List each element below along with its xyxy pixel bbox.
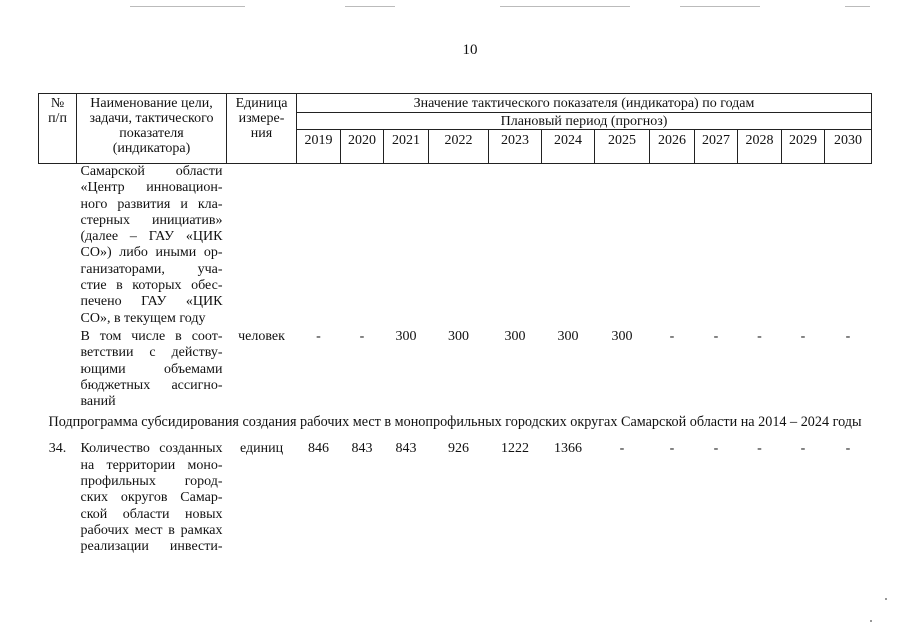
value-cell: - <box>669 441 675 457</box>
value-cell: 300 <box>448 328 469 344</box>
table-row-continuation <box>39 164 872 327</box>
col-header-values-title: Значение тактического показателя (индикатора) по годам <box>297 94 872 113</box>
year-header: 2025 <box>595 130 650 164</box>
indicator-name: В том числе в соот- ветствии с действу- ющими объемами бюджетных ассигно- ваний <box>80 328 223 410</box>
value-cell: 846 <box>308 441 329 457</box>
year-header: 2027 <box>695 130 738 164</box>
page-number: 10 <box>462 42 478 58</box>
value-cell: 1366 <box>554 441 582 457</box>
indicator-name: Самарской области «Центр инновацион- ного развития и кла- стерных инициатив» (далее – ГАУ «ЦИК СО») либо иными ор- ганизаторами, уча- стие в которых обес- печено ГАУ «ЦИК СО», в текущем году <box>80 164 223 326</box>
unit-cell: единиц <box>239 441 284 457</box>
value-cell: - <box>359 328 365 344</box>
unit-cell: человек <box>238 328 285 344</box>
year-header: 2028 <box>738 130 782 164</box>
col-header-plan-title: Плановый период (прогноз) <box>297 113 872 130</box>
indicators-table <box>38 93 872 556</box>
value-cell: - <box>800 441 806 457</box>
table-row-incl <box>39 327 872 410</box>
subprogram-title: Подпрограмма субсидирования создания рабочих мест в монопрофильных городских округах Самарской области на 2014 – 2024 годы <box>48 414 862 431</box>
value-cell: - <box>713 441 719 457</box>
value-cell: 300 <box>611 328 633 344</box>
table-row-34 <box>39 439 872 555</box>
row-number: 34. <box>48 441 67 457</box>
value-cell: 843 <box>351 441 373 457</box>
value-cell: - <box>800 328 806 344</box>
year-header: 2022 <box>429 130 489 164</box>
value-cell: 300 <box>557 328 579 344</box>
value-cell: 1222 <box>501 441 529 457</box>
value-cell: 300 <box>395 328 417 344</box>
year-header: 2020 <box>341 130 384 164</box>
value-cell: 300 <box>504 328 526 344</box>
header-row-1 <box>39 94 872 113</box>
value-cell: - <box>757 328 762 344</box>
subprogram-row <box>39 410 872 439</box>
year-header: 2026 <box>650 130 695 164</box>
col-header-name: Наименование цели, задачи, тактического показателя (индикатора) <box>77 94 227 164</box>
year-header: 2021 <box>384 130 429 164</box>
year-header: 2030 <box>825 130 872 164</box>
indicator-name: Количество созданных на территории моно- профильных город- ских округов Самар- ской области новых рабочих мест в рамках реализации инвести- <box>80 441 223 555</box>
year-header: 2019 <box>297 130 341 164</box>
value-cell: - <box>845 328 851 344</box>
value-cell: 843 <box>395 441 417 457</box>
value-cell: - <box>316 328 321 344</box>
value-cell: - <box>619 441 625 457</box>
value-cell: - <box>845 441 851 457</box>
col-header-unit: Единица измере- ния <box>227 94 297 164</box>
year-header: 2029 <box>782 130 825 164</box>
value-cell: - <box>669 328 675 344</box>
col-header-number: № п/п <box>39 94 77 164</box>
year-header: 2023 <box>489 130 542 164</box>
value-cell: - <box>757 441 762 457</box>
value-cell: - <box>713 328 719 344</box>
year-header: 2024 <box>542 130 595 164</box>
value-cell: 926 <box>448 441 469 457</box>
